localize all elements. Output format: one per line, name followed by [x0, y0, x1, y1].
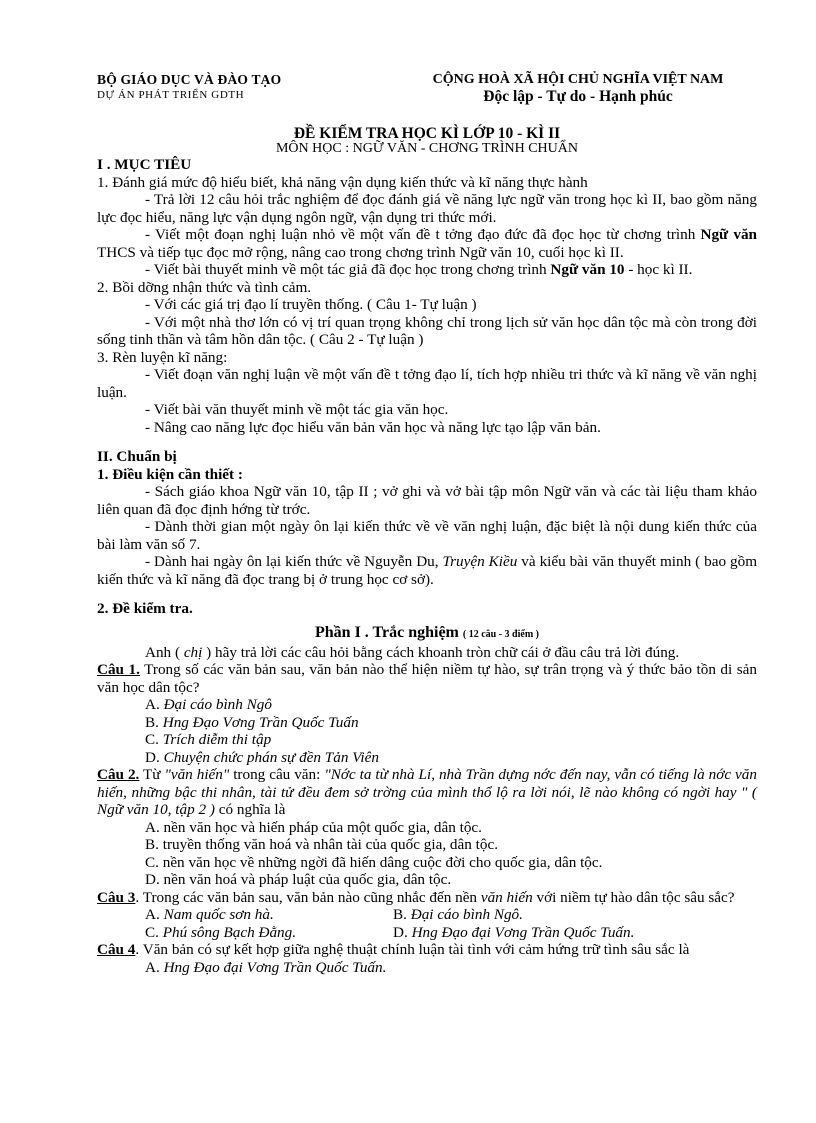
s1-paragraph-1: 1. Đánh giá mức độ hiểu biết, khả năng vận dụng kiến thức và kĩ năng thực hành	[97, 173, 588, 191]
italic-run: "Nớc ta từ nhà Lí, nhà Trần dựng nớc đến nay, vẫn có tiếng là nớc văn hiến, những bậc thi nhân, tài tử đều đem sở trờng của mình thổ lộ ra lời nói, lẽ nào không có ngời hay " ( Ngữ văn 10, tập 2 )	[97, 766, 757, 818]
s2-paragraph-2: - Dành thời gian một ngày ôn lại kiến thức về về văn nghị luận, đặc biệt là nội dung kiến thức của bài làm văn số 7.	[97, 518, 757, 553]
ministry-name: BỘ GIÁO DỤC VÀ ĐÀO TẠO	[97, 72, 282, 87]
q3-option-c: C. Phú sông Bạch Đằng.	[145, 923, 297, 941]
section-2-sub-1: 1. Điều kiện cần thiết :	[97, 465, 243, 483]
italic-run: "văn hiến"	[164, 766, 230, 783]
s1-paragraph-5: 2. Bồi dỡng nhận thức và tình cảm.	[97, 278, 312, 296]
s1-paragraph-2: - Trả lời 12 câu hỏi trắc nghiệm để đọc đánh giá về năng lực ngữ văn trong học kì II, bao gồm năng lực đọc hiểu, năng lực vận dụng ngôn ngữ, vận dụng tri thức mới.	[97, 191, 757, 226]
q1-option-c: C. Trích diễm thi tập	[145, 731, 272, 748]
text-run: Từ	[139, 766, 165, 783]
q3-option-a: A. Nam quốc sơn hà.	[145, 906, 274, 923]
q1-option-a: A. Đại cáo bình Ngô	[145, 696, 272, 713]
italic-run: văn hiến	[480, 888, 533, 906]
q4-option-a: A. Hng Đạo đại Vơng Trần Quốc Tuấn.	[145, 958, 387, 976]
spacer	[97, 436, 757, 448]
text-run: Anh (	[145, 643, 184, 661]
s1-paragraph-6: - Với các giá trị đạo lí truyền thống. ( Câu 1- Tự luận )	[145, 296, 477, 313]
text-run: THCS và tiếp tục đọc mở rộng, nâng cao trong chơng trình Ngữ văn 10, cuối học kì II.	[97, 243, 624, 261]
q3-options-row-1	[97, 906, 757, 924]
option-text: Chuyện chức phán sự đền Tản Viên	[163, 748, 379, 766]
question-2	[97, 766, 757, 819]
italic-run: Truyện Kiều	[442, 553, 518, 570]
question-label: Câu 4	[97, 941, 136, 958]
text-run: trong câu văn:	[229, 766, 325, 783]
text-run: - học kì II.	[624, 261, 693, 278]
q2-option-a: A. nền văn học và hiến pháp của một quốc gia, dân tộc.	[145, 818, 482, 836]
option-text: Hng Đạo Vơng Trần Quốc Tuấn	[162, 713, 359, 731]
section-1-heading: I . MỤC TIÊU	[97, 156, 192, 173]
text-run: ) hãy trả lời các câu hỏi bằng cách khoanh tròn chữ cái ở đầu câu trả lời đúng.	[202, 643, 680, 661]
exam-title: ĐỀ KIỂM TRA HỌC KÌ LỚP 10 - KÌ II	[293, 125, 561, 142]
s1-paragraph-10: - Viết bài văn thuyết minh về một tác gia văn học.	[145, 401, 449, 418]
s1-paragraph-9: - Viết đoạn văn nghị luận về một vấn đề t tởng đạo lí, tích hợp nhiều tri thức và kĩ năng về văn nghị luận.	[97, 366, 757, 401]
question-label: Câu 1.	[97, 661, 140, 678]
q1-option-d: D. Chuyện chức phán sự đền Tản Viên	[145, 748, 379, 766]
text-run: - Viết bài thuyết minh về một tác giả đã đọc học trong chơng trình	[145, 261, 551, 278]
header-left	[97, 72, 281, 102]
text-run: . Trong các văn bản sau, văn bản nào cũng nhắc đến nền	[135, 888, 481, 906]
exam-subtitle: MÔN HỌC : NGỮ VĂN - CHƠNG TRÌNH CHUẨN	[275, 141, 579, 156]
s2-paragraph-3	[97, 553, 757, 588]
text-run: có nghĩa là	[214, 801, 286, 818]
project-name: DỰ ÁN PHÁT TRIỂN GDTH	[97, 89, 245, 101]
text-run: và kiểu bài văn thuyết minh ( bao gồm kiến thức và kĩ năng đã đọc trang bị ở trung học cơ sở).	[97, 553, 758, 588]
q3-option-b: B. Đại cáo bình Ngô.	[393, 906, 523, 923]
part-note: ( 12 câu - 3 điểm )	[462, 628, 539, 640]
q2-option-b: B. truyền thống văn hoá và nhân tài của quốc gia, dân tộc.	[145, 836, 499, 853]
question-label: Câu 2.	[97, 766, 140, 783]
s1-paragraph-8: 3. Rèn luyện kĩ năng:	[97, 348, 228, 366]
part-title-text: Phần I . Trắc nghiệm	[315, 623, 459, 641]
bold-run: Ngữ văn	[700, 226, 758, 243]
part-1-title	[97, 624, 757, 644]
option-text: Phú sông Bạch Đằng.	[162, 923, 297, 941]
national-motto: Độc lập - Tự do - Hạnh phúc	[483, 88, 673, 105]
italic-run: chị	[183, 643, 203, 661]
option-text: Hng Đạo đại Vơng Trần Quốc Tuấn.	[411, 923, 635, 941]
q2-option-d: D. nền văn hoá và pháp luật của quốc gia, dân tộc.	[145, 871, 452, 888]
section-2-sub-2: 2. Đề kiểm tra.	[97, 600, 193, 617]
option-text: Trích diễm thi tập	[162, 731, 272, 748]
option-text: Đại cáo bình Ngô.	[410, 906, 523, 923]
s1-paragraph-11: - Nâng cao năng lực đọc hiểu văn bản văn học và năng lực tạo lập văn bản.	[145, 418, 601, 436]
question-text: . Văn bản có sự kết hợp giữa nghệ thuật chính luận tài tình với cảm hứng trữ tình sâu sắc là	[135, 941, 690, 958]
part-1-intro	[97, 644, 757, 662]
s1-paragraph-7: - Với một nhà thơ lớn có vị trí quan trọng không chỉ trong lịch sử văn học dân tộc mà còn trong đời sống tinh thần và tâm hồn dân tộc. ( Câu 2 - Tự luận )	[97, 313, 757, 348]
question-label: Câu 3	[97, 888, 136, 906]
spacer	[97, 588, 757, 600]
s1-paragraph-3	[97, 226, 757, 261]
option-text: Hng Đạo đại Vơng Trần Quốc Tuấn.	[163, 958, 387, 976]
q3-options-row-2	[97, 924, 757, 942]
q2-option-c: C. nền văn học về những ngời đã hiến dâng cuộc đời cho quốc gia, dân tộc.	[145, 853, 603, 871]
question-4	[97, 941, 757, 959]
section-2-heading: II. Chuẩn bị	[97, 448, 177, 465]
header-right	[393, 72, 763, 105]
q1-option-b: B. Hng Đạo Vơng Trần Quốc Tuấn	[145, 713, 359, 731]
option-text: Nam quốc sơn hà.	[163, 906, 274, 923]
option-text: Đại cáo bình Ngô	[163, 696, 272, 713]
text-run: với niềm tự hào dân tộc sâu sắc?	[532, 888, 735, 906]
nation-name: CỘNG HOÀ XÃ HỘI CHỦ NGHĨA VIỆT NAM	[432, 72, 724, 87]
s1-paragraph-4	[97, 261, 757, 279]
text-run: - Dành hai ngày ôn lại kiến thức về Nguyễn Du,	[145, 553, 443, 570]
document-header	[97, 72, 757, 112]
question-1	[97, 661, 757, 696]
bold-run: Ngữ văn 10	[550, 261, 625, 278]
text-run: - Viết một đoạn nghị luận nhỏ về một vấn đề t tởng đạo đức đã đọc học từ chơng trình	[145, 226, 701, 243]
question-text: Trong số các văn bản sau, văn bản nào thể hiện niềm tự hào, sự trân trọng và ý thức bảo tồn di sản văn học dân tộc?	[97, 661, 758, 696]
q3-option-d: D. Hng Đạo đại Vơng Trần Quốc Tuấn.	[393, 923, 635, 941]
s2-paragraph-1: - Sách giáo khoa Ngữ văn 10, tập II ; vở ghi và vở bài tập môn Ngữ văn và các tài liệu tham khảo liên quan đã đọc định hớng từ trớc.	[97, 483, 757, 518]
question-3	[97, 889, 757, 907]
document-page	[97, 72, 757, 976]
